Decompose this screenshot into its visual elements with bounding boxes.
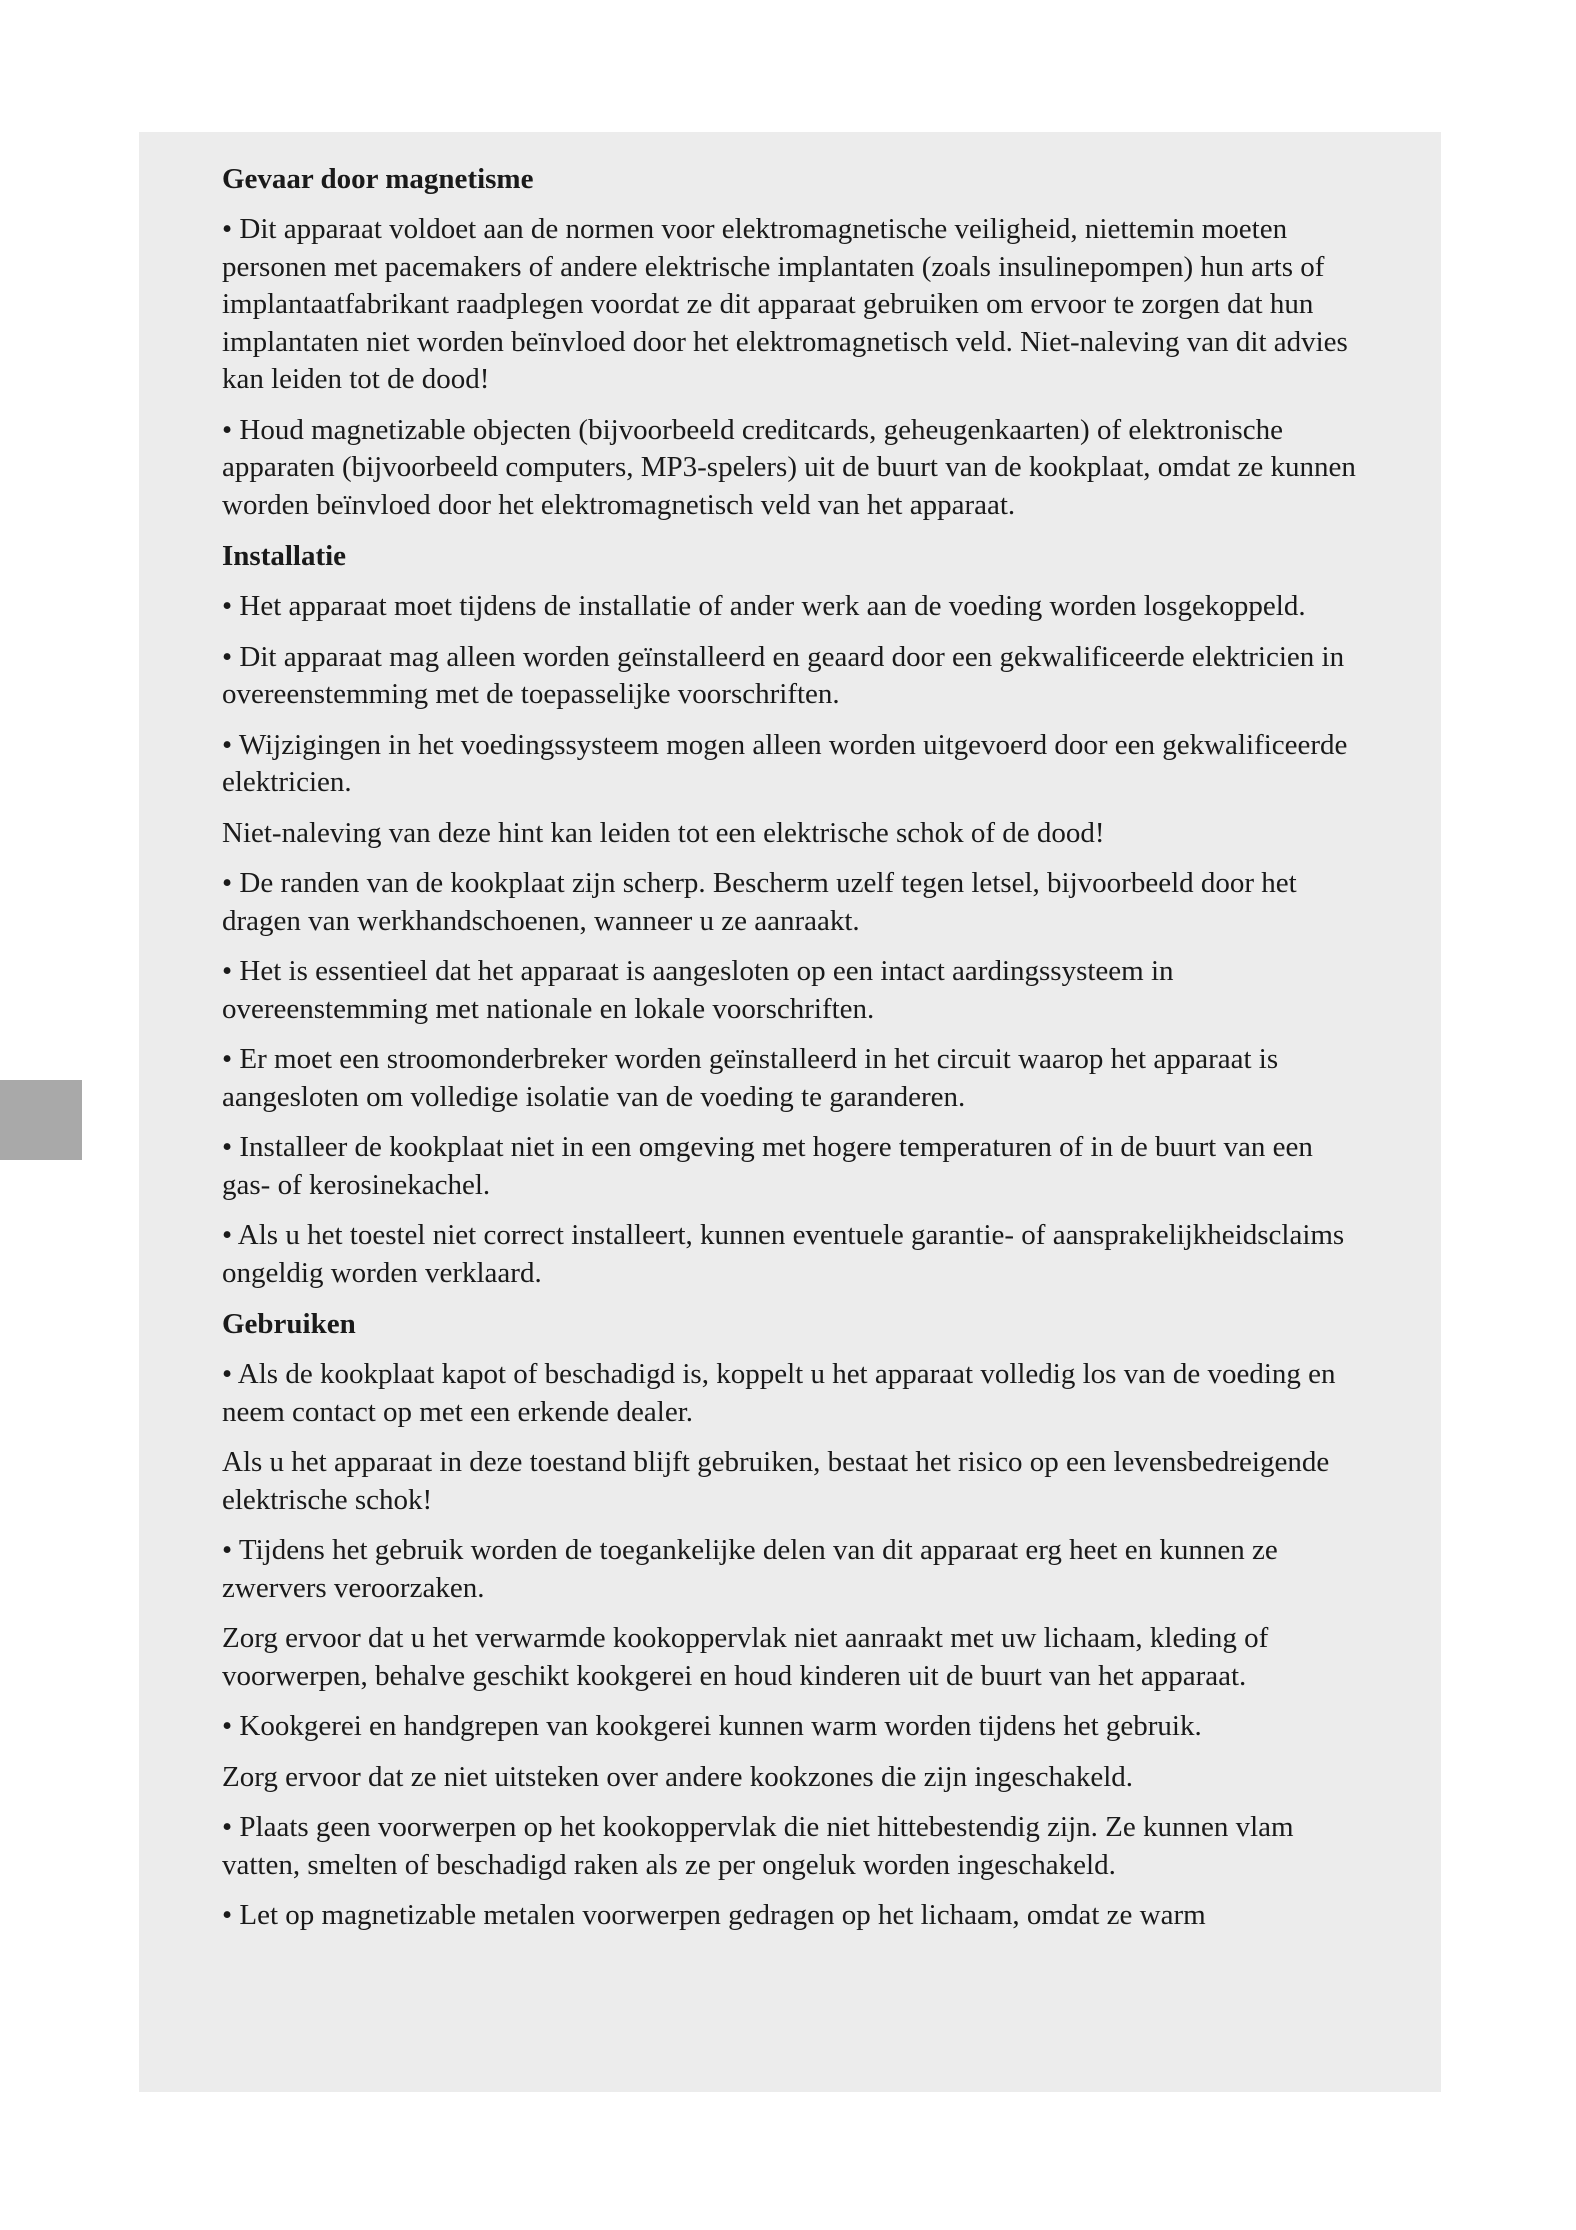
paragraph: Zorg ervoor dat ze niet uitsteken over andere kookzones die zijn ingeschakeld.	[222, 1760, 1134, 1793]
paragraph: • Wijzigingen in het voedingssysteem mogen alleen worden uitgevoerd door een gekwalificeerde elektricien.	[222, 728, 1348, 798]
paragraph: • Kookgerei en handgrepen van kookgerei kunnen warm worden tijdens het gebruik.	[222, 1710, 1202, 1742]
paragraph: • Plaats geen voorwerpen op het kookoppervlak die niet hittebestendig zijn. Ze kunnen vlam vatten, smelten of beschadigd raken als ze per ongeluk worden ingeschakeld.	[222, 1811, 1294, 1881]
paragraph: • Het is essentieel dat het apparaat is aangesloten op een intact aardingssysteem in overeenstemming met nationale en lokale voorschriften.	[222, 955, 1174, 1025]
paragraph: Niet-naleving van deze hint kan leiden tot een elektrische schok of de dood!	[222, 816, 1105, 849]
paragraph: • Als de kookplaat kapot of beschadigd is, koppelt u het apparaat volledig los van de voeding en neem contact op met een erkende dealer.	[222, 1358, 1336, 1428]
paragraph: • Tijdens het gebruik worden de toegankelijke delen van dit apparaat erg heet en kunnen ze zwervers veroorzaken.	[222, 1534, 1278, 1604]
heading-usage: Gebruiken	[222, 1308, 356, 1340]
content-panel	[139, 132, 1441, 2092]
paragraph: • Als u het toestel niet correct installeert, kunnen eventuele garantie- of aansprakelijkheidsclaims ongeldig worden verklaard.	[222, 1219, 1345, 1289]
paragraph: • De randen van de kookplaat zijn scherp. Bescherm uzelf tegen letsel, bijvoorbeeld door het dragen van werkhandschoenen, wanneer u ze aanraakt.	[222, 867, 1297, 937]
side-tab-marker	[0, 1080, 82, 1160]
paragraph: • Het apparaat moet tijdens de installatie of ander werk aan de voeding worden losgekoppeld.	[222, 590, 1306, 622]
paragraph: Als u het apparaat in deze toestand blijft gebruiken, bestaat het risico op een levensbedreigende elektrische schok!	[222, 1446, 1330, 1516]
paragraph: • Dit apparaat voldoet aan de normen voor elektromagnetische veiligheid, niettemin moeten personen met pacemakers of andere elektrische implantaten (zoals insulinepompen) hun arts of implantaatfabrikant raadplegen voordat ze dit apparaat gebruiken om ervoor te zorgen dat hun implantaten niet worden beïnvloed door het elektromagnetisch veld. Niet-naleving van dit advies kan leiden tot de dood!	[222, 213, 1348, 395]
paragraph: • Dit apparaat mag alleen worden geïnstalleerd en geaard door een gekwalificeerde elektricien in overeenstemming met de toepasselijke voorschriften.	[222, 640, 1345, 710]
paragraph: Zorg ervoor dat u het verwarmde kookoppervlak niet aanraakt met uw lichaam, kleding of voorwerpen, behalve geschikt kookgerei en houd kinderen uit de buurt van het apparaat.	[222, 1622, 1269, 1692]
paragraph: • Let op magnetizable metalen voorwerpen gedragen op het lichaam, omdat ze warm	[222, 1899, 1206, 1931]
paragraph: • Installeer de kookplaat niet in een omgeving met hogere temperaturen of in de buurt van een gas- of kerosinekachel.	[222, 1131, 1313, 1201]
heading-installation: Installatie	[222, 540, 347, 572]
paragraph: • Er moet een stroomonderbreker worden geïnstalleerd in het circuit waarop het apparaat is aangesloten om volledige isolatie van de voeding te garanderen.	[222, 1043, 1279, 1113]
paragraph: • Houd magnetizable objecten (bijvoorbeeld creditcards, geheugenkaarten) of elektronische apparaten (bijvoorbeeld computers, MP3-spelers) uit de buurt van de kookplaat, omdat ze kunnen worden beïnvloed door het elektromagnetisch veld van het apparaat.	[222, 413, 1356, 521]
heading-magnetism: Gevaar door magnetisme	[222, 163, 534, 195]
